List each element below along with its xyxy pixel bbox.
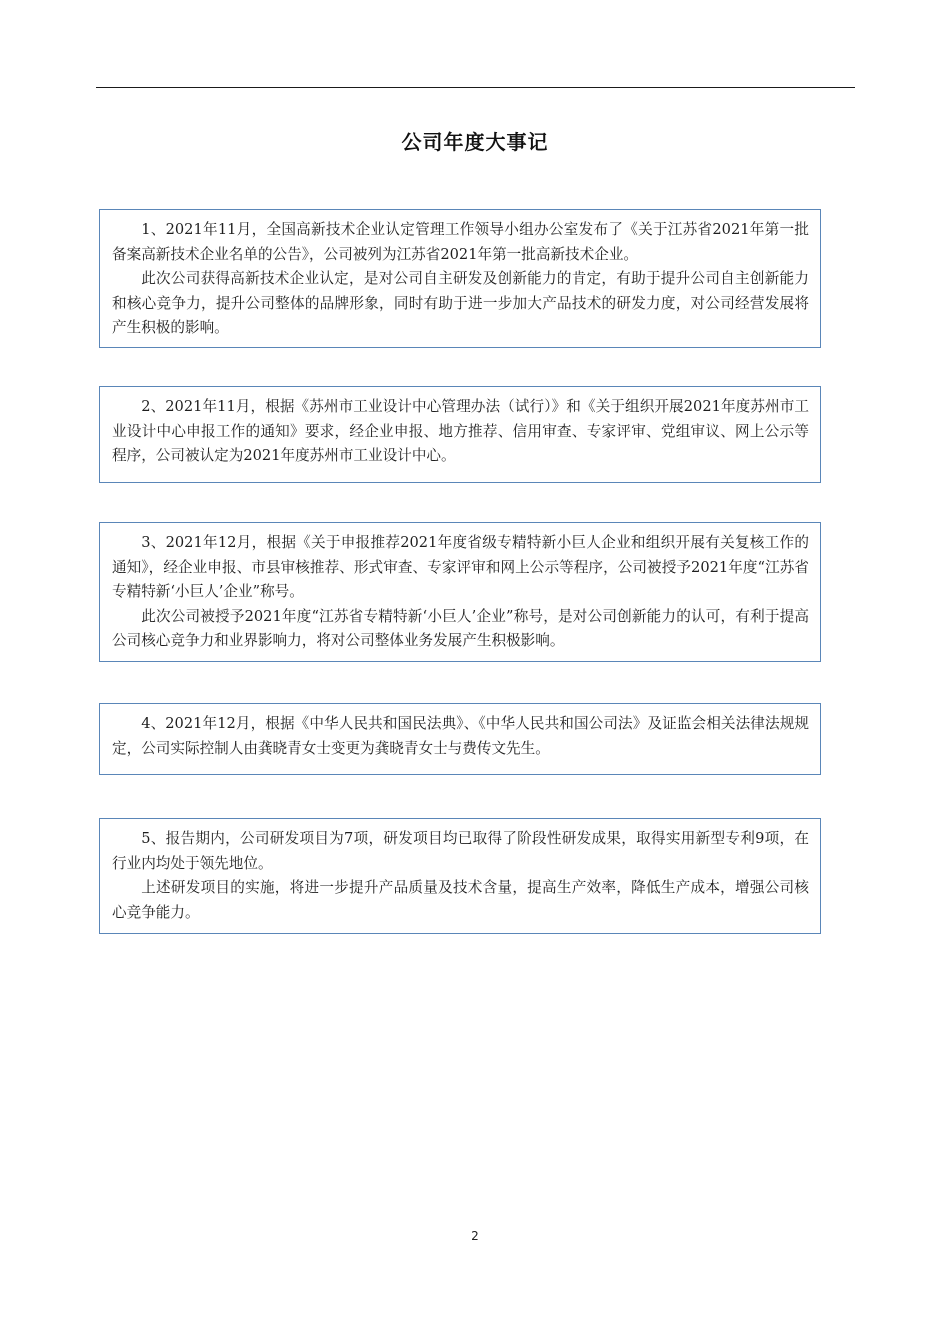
event-box-4 xyxy=(99,703,821,775)
page-number: 2 xyxy=(471,1229,479,1243)
event-box-1 xyxy=(99,209,821,348)
event-paragraph: 此次公司被授予2021年度“江苏省专精特新‘小巨人’企业”称号，是对公司创新能力的认可，有利于提高公司核心竞争力和业界影响力，将对公司整体业务发展产生积极影响。 xyxy=(112,607,809,649)
event-box-2 xyxy=(99,386,821,483)
event-paragraph: 5、报告期内，公司研发项目为7项，研发项目均已取得了阶段性研发成果，取得实用新型专利9项，在行业内均处于领先地位。 xyxy=(112,830,809,872)
event-box-5 xyxy=(99,818,821,934)
event-paragraph: 2、2021年11月，根据《苏州市工业设计中心管理办法（试行）》和《关于组织开展2021年度苏州市工业设计中心申报工作的通知》要求，经企业申报、地方推荐、信用审查、专家评审、党组审议、网上公示等程序，公司被认定为2021年度苏州市工业设计中心。 xyxy=(112,398,809,464)
event-paragraph: 此次公司获得高新技术企业认定，是对公司自主研发及创新能力的肯定，有助于提升公司自主创新能力和核心竞争力，提升公司整体的品牌形象，同时有助于进一步加大产品技术的研发力度，对公司经营发展将产生积极的影响。 xyxy=(112,270,809,336)
page-title: 公司年度大事记 xyxy=(401,130,549,154)
event-paragraph: 上述研发项目的实施，将进一步提升产品质量及技术含量，提高生产效率，降低生产成本，增强公司核心竞争能力。 xyxy=(112,879,809,921)
event-paragraph: 4、2021年12月，根据《中华人民共和国民法典》、《中华人民共和国公司法》及证监会相关法律法规规定，公司实际控制人由龚晓青女士变更为龚晓青女士与费传文先生。 xyxy=(112,715,809,757)
event-paragraph: 1、2021年11月，全国高新技术企业认定管理工作领导小组办公室发布了《关于江苏省2021年第一批备案高新技术企业名单的公告》，公司被列为江苏省2021年第一批高新技术企业。 xyxy=(112,221,809,263)
header-divider xyxy=(96,87,855,88)
event-paragraph: 3、2021年12月，根据《关于申报推荐2021年度省级专精特新小巨人企业和组织开展有关复核工作的通知》，经企业申报、市县审核推荐、形式审查、专家评审和网上公示等程序，公司被授予2021年度“江苏省专精特新‘小巨人’企业”称号。 xyxy=(112,534,809,600)
event-box-3 xyxy=(99,522,821,662)
